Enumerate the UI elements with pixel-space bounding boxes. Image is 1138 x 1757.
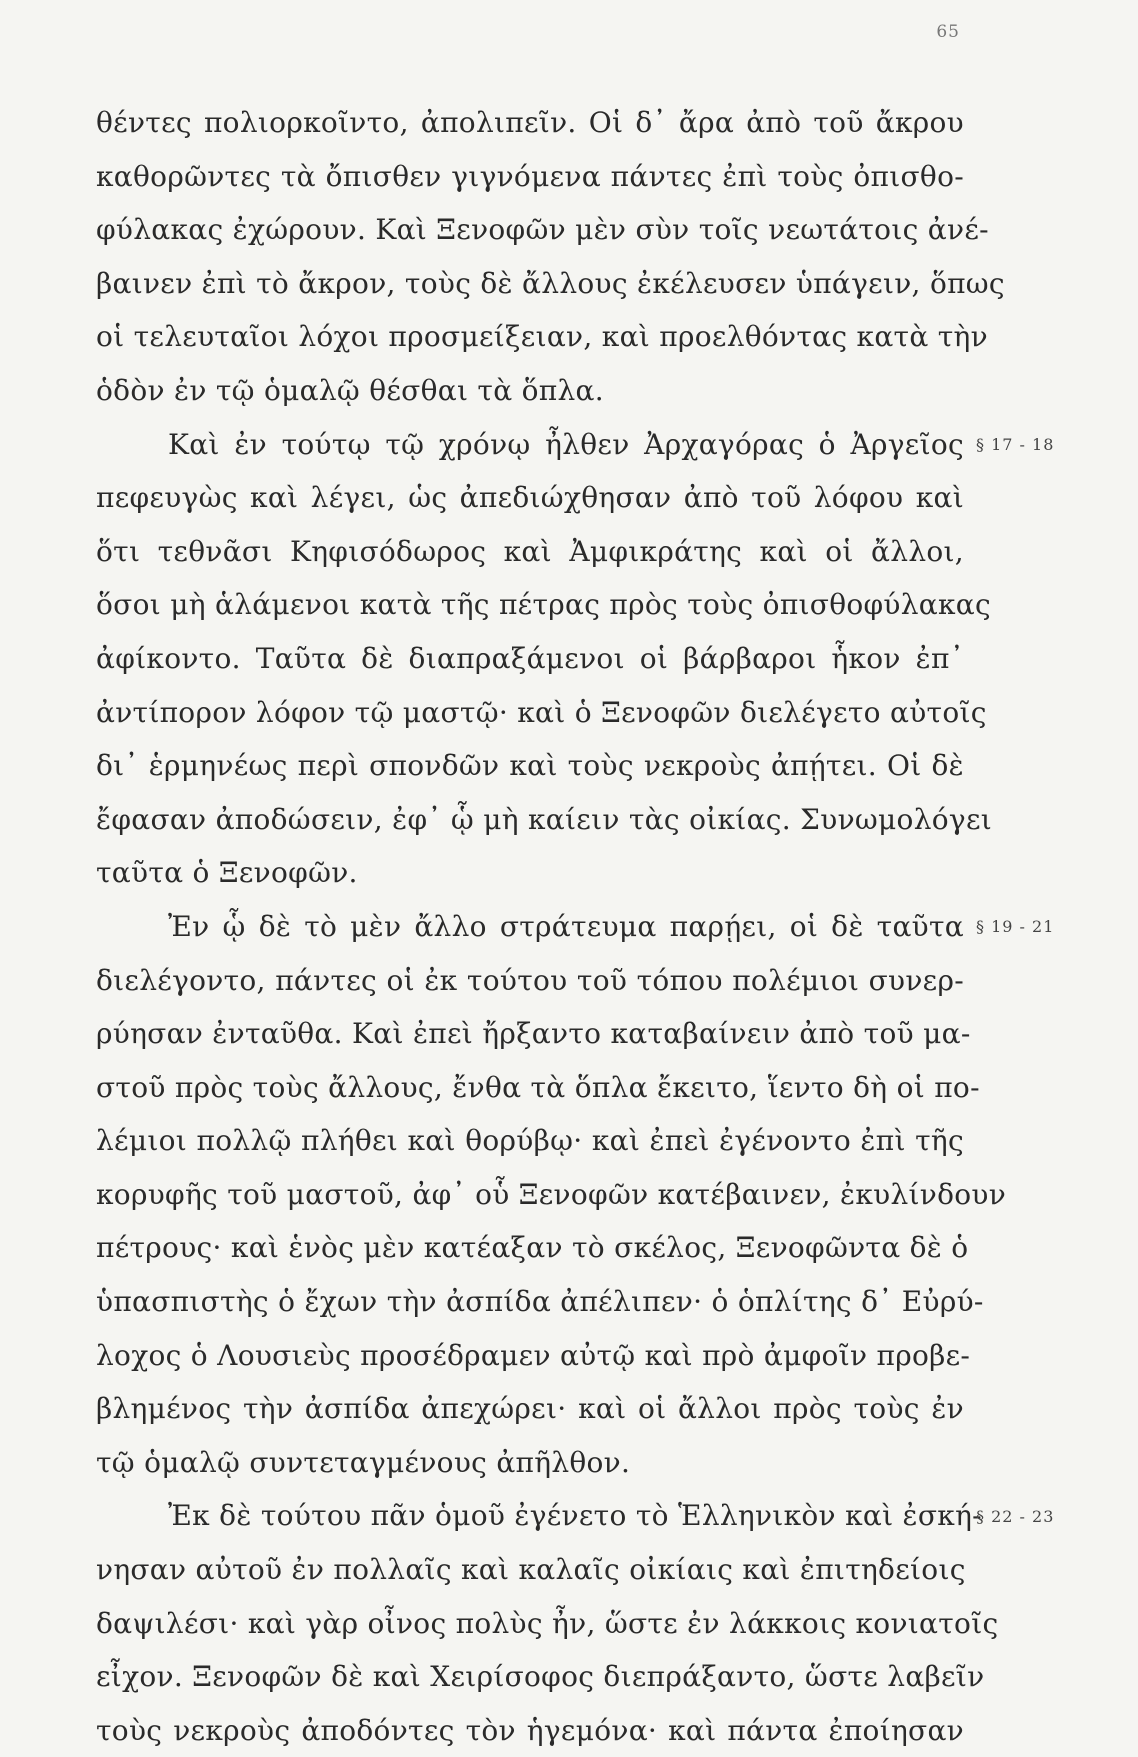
- text-line: τοὺς νεκροὺς ἀποδόντες τὸν ἡγεμόνα· καὶ πάντα ἐποίησαν: [96, 1713, 964, 1747]
- section-reference: § 19 - 21: [976, 917, 1055, 936]
- page-number: 65: [936, 22, 960, 42]
- text-line: στοῦ πρὸς τοὺς ἄλλους, ἔνθα τὰ ὅπλα ἔκειτο, ἵεντο δὴ οἱ πο-: [96, 1070, 980, 1104]
- text-line: Ἐκ δὲ τούτου πᾶν ὁμοῦ ἐγένετο τὸ Ἑλληνικὸν καὶ ἐσκή-: [168, 1499, 982, 1533]
- text-line: λέμιοι πολλῷ πλήθει καὶ θορύβῳ· καὶ ἐπεὶ ἐγένοντο ἐπὶ τῆς: [96, 1124, 964, 1158]
- text-line: δαψιλέσι· καὶ γὰρ οἶνος πολὺς ἦν, ὥστε ἐν λάκκοις κονιατοῖς: [96, 1606, 999, 1640]
- section-reference: § 17 - 18: [976, 434, 1055, 454]
- text-line: εἶχον. Ξενοφῶν δὲ καὶ Χειρίσοφος διεπράξαντο, ὥστε λαβεῖν: [96, 1660, 985, 1694]
- text-line: πέτρους· καὶ ἑνὸς μὲν κατέαξαν τὸ σκέλος, Ξενοφῶντα δὲ ὁ: [96, 1231, 969, 1265]
- text-line: βαινεν ἐπὶ τὸ ἄκρον, τοὺς δὲ ἄλλους ἐκέλευσεν ὑπάγειν, ὅπως: [96, 266, 1005, 300]
- text-line: οἱ τελευταῖοι λόχοι προσμείξειαν, καὶ προελθόντας κατὰ τὴν: [96, 320, 988, 354]
- text-line: ὑπασπιστὴς ὁ ἔχων τὴν ἀσπίδα ἀπέλιπεν· ὁ ὁπλίτης δ᾽ Εὐρύ-: [96, 1285, 984, 1319]
- text-line: ἔφασαν ἀποδώσειν, ἐφ᾽ ᾧ μὴ καίειν τὰς οἰκίας. Συνωμολόγει: [96, 802, 993, 836]
- text-line: βλημένος τὴν ἀσπίδα ἀπεχώρει· καὶ οἱ ἄλλοι πρὸς τοὺς ἐν: [96, 1392, 964, 1426]
- text-line: καθορῶντες τὰ ὄπισθεν γιγνόμενα πάντες ἐπὶ τοὺς ὀπισθο-: [96, 159, 964, 193]
- text-line: ταῦτα ὁ Ξενοφῶν.: [96, 856, 358, 890]
- text-line: ἀφίκοντο. Ταῦτα δὲ διαπραξάμενοι οἱ βάρβαροι ἧκον ἐπ᾽: [96, 641, 964, 675]
- text-line: τῷ ὁμαλῷ συντεταγμένους ἀπῆλθον.: [96, 1445, 631, 1479]
- text-line: ὅσοι μὴ ἁλάμενοι κατὰ τῆς πέτρας πρὸς τοὺς ὀπισθοφύλακας: [96, 588, 991, 622]
- text-line: νησαν αὐτοῦ ἐν πολλαῖς καὶ καλαῖς οἰκίαις καὶ ἐπιτηδείοις: [96, 1553, 966, 1587]
- text-line: Ἐν ᾧ δὲ τὸ μὲν ἄλλο στράτευμα παρῄει, οἱ δὲ ταῦτα: [168, 909, 964, 943]
- body-text: [96, 96, 1007, 1757]
- text-line: ὅτι τεθνᾶσι Κηφισόδωρος καὶ Ἀμφικράτης καὶ οἱ ἄλλοι,: [96, 534, 964, 568]
- text-line: λοχος ὁ Λουσιεὺς προσέδραμεν αὐτῷ καὶ πρὸ ἀμφοῖν προβε-: [96, 1338, 971, 1372]
- text-line: Καὶ ἐν τούτῳ τῷ χρόνῳ ἦλθεν Ἀρχαγόρας ὁ Ἀργεῖος: [168, 427, 964, 461]
- text-line: ρύησαν ἐνταῦθα. Καὶ ἐπεὶ ἤρξαντο καταβαίνειν ἀπὸ τοῦ μα-: [96, 1017, 971, 1051]
- text-line: φύλακας ἐχώρουν. Καὶ Ξενοφῶν μὲν σὺν τοῖς νεωτάτοις ἀνέ-: [96, 213, 989, 247]
- text-line: δι᾽ ἑρμηνέως περὶ σπονδῶν καὶ τοὺς νεκροὺς ἀπῄτει. Οἱ δὲ: [96, 749, 964, 783]
- text-line: ὁδὸν ἐν τῷ ὁμαλῷ θέσθαι τὰ ὅπλα.: [96, 373, 604, 407]
- text-line: διελέγοντο, πάντες οἱ ἐκ τούτου τοῦ τόπου πολέμιοι συνερ-: [96, 963, 964, 997]
- text-line: πεφευγὼς καὶ λέγει, ὡς ἀπεδιώχθησαν ἀπὸ τοῦ λόφου καὶ: [96, 481, 964, 515]
- text-line: κορυφῆς τοῦ μαστοῦ, ἀφ᾽ οὗ Ξενοφῶν κατέβαινεν, ἐκυλίνδουν: [96, 1177, 1007, 1211]
- text-line: ἀντίπορον λόφον τῷ μαστῷ· καὶ ὁ Ξενοφῶν διελέγετο αὐτοῖς: [96, 695, 987, 729]
- text-line: θέντες πολιορκοῖντο, ἀπολιπεῖν. Οἱ δ᾽ ἄρα ἀπὸ τοῦ ἄκρου: [96, 106, 964, 139]
- section-reference: § 22 - 23: [976, 1506, 1055, 1526]
